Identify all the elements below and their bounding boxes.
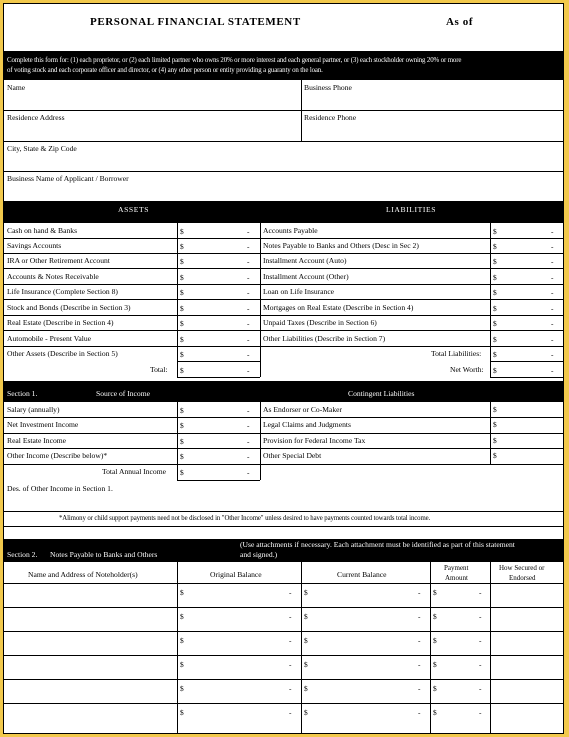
col-how-secured-l2: Endorsed <box>509 574 536 582</box>
income-label-investment: Net Investment Income <box>7 420 79 429</box>
assets-liabilities-band <box>4 201 563 223</box>
asset-label-automobile: Automobile - Present Value <box>7 334 92 343</box>
liability-label-other: Other Liabilities (Describe in Section 7) <box>263 334 386 343</box>
asset-label-savings: Savings Accounts <box>7 241 62 250</box>
assets-heading: ASSETS <box>118 205 150 214</box>
income-label-salary: Salary (annually) <box>7 405 60 414</box>
name-field[interactable]: Name <box>7 83 26 92</box>
contingent-label-endorser: As Endorser or Co-Maker <box>263 405 343 414</box>
net-worth-label: Net Worth: <box>450 365 484 374</box>
liability-label-installment-auto: Installment Account (Auto) <box>263 256 347 265</box>
contingent-label-legal: Legal Claims and Judgments <box>263 420 351 429</box>
liability-label-life-loan: Loan on Life Insurance <box>263 287 335 296</box>
financial-statement-page: PERSONAL FINANCIAL STATEMENT As of Complete this form for: (1) each proprietor, or (2) each limited partner who owns 20% or more interest and each general partner, or (3) each stockholder owning 20% or more of voting stock and each corporate officer and director, or (4) any other person or entity providing a guaranty on the loan. Name Business Phone Residence Address Residence Phone City, State & Zip Code Business Name of Applicant / Borrower ASSETS LIABILITIES Cash on hand & Banks Savings Accounts IRA or Other Retirement Account Accounts & Notes Receivable Life Insurance (Complete Section 8) Stock and Bonds (Describe in Section 3) Real Estate (Describe in Section 4) Automobile - Present Value Other Assets (Describe in Section 5) Total: $ - $ - $ - $ - $ - $ - $ - $ - $ - $ - Accounts Payable Notes Payable to Banks and Others (Desc in Sec 2) Installment Account (Auto) Installment Account (Other) Loan on Life Insurance Mortgages on Real Estate (Describe in Section 4) Unpaid Taxes (Describe in Section 6) Other Liabilities (Describe in Section 7) Total Liabilities: Net Worth: $ - $ - $ - $ - $ - $ - $ - $ - $ - $ - Section 1. Source of Income Contingent Liabilities Salary (annually) Net Investment Income Real Estate Income Other Income (Describe below)* Total Annual Income Des. of Other Income in Section 1. $ - $ - $ - $ - $ - As Endorser or Co-Maker Legal Claims and Judgments Provision for Federal Income Tax Other Special Debt $ $ $ $ *Alimony or child support payments need not be disclosed in "Other Income" unless desired to have payments counted towards total income. Section 2. Notes Payable to Banks and Others (Use attachments if necessary. Each attachment must be identified as part of this statement and signed.) Name and Address of Noteholder(s) Original Balance Current Balance Payment Amount How Secured or Endorsed $ - $ - $ - $ - $ - $ - $ - $ - $ - $ - $ - $ - $ - $ - $ - $ - $ - $ - <box>3 3 564 734</box>
liability-label-unpaid-taxes: Unpaid Taxes (Describe in Section 6) <box>263 318 377 327</box>
asset-label-real-estate: Real Estate (Describe in Section 4) <box>7 318 114 327</box>
total-annual-income-label: Total Annual Income <box>102 467 166 476</box>
liability-label-installment-other: Installment Account (Other) <box>263 272 349 281</box>
asset-label-stocks: Stock and Bonds (Describe in Section 3) <box>7 303 131 312</box>
col-original-balance: Original Balance <box>210 570 262 579</box>
residence-phone-field[interactable]: Residence Phone <box>304 113 357 122</box>
asset-label-life-insurance: Life Insurance (Complete Section 8) <box>7 287 118 296</box>
col-how-secured-l1: How Secured or <box>499 564 545 572</box>
total-liabilities-label: Total Liabilities: <box>431 349 482 358</box>
assets-total-label: Total: <box>150 365 168 374</box>
business-name-field[interactable]: Business Name of Applicant / Borrower <box>7 174 129 183</box>
business-phone-field[interactable]: Business Phone <box>304 83 352 92</box>
as-of-label: As of <box>446 16 474 28</box>
residence-address-field[interactable]: Residence Address <box>7 113 65 122</box>
liability-label-mortgages: Mortgages on Real Estate (Describe in Section 4) <box>263 303 414 312</box>
section2-label: Section 2. <box>7 550 38 559</box>
contingent-label-tax: Provision for Federal Income Tax <box>263 436 366 445</box>
intro-line-2: of voting stock and each corporate officer and director, or (4) any other person or entity providing a guaranty on the loan. <box>7 67 323 74</box>
section2-note-line-1: (Use attachments if necessary. Each attachment must be identified as part of this statement <box>240 540 515 549</box>
section1-band <box>4 381 563 402</box>
intro-band <box>4 51 563 80</box>
intro-line-1: Complete this form for: (1) each proprietor, or (2) each limited partner who owns 20% or more interest and each general partner, or (3) each stockholder owning 20% or more <box>7 57 462 64</box>
section1-heading: Source of Income <box>96 389 150 398</box>
section1-label: Section 1. <box>7 389 38 398</box>
contingent-label-special-debt: Other Special Debt <box>263 451 322 460</box>
asset-label-other: Other Assets (Describe in Section 5) <box>7 349 118 358</box>
section2-band <box>4 539 563 562</box>
section2-heading: Notes Payable to Banks and Others <box>50 550 158 559</box>
income-label-real-estate: Real Estate Income <box>7 436 67 445</box>
alimony-note: *Alimony or child support payments need not be disclosed in "Other Income" unless desired to have payments counted towards total income. <box>59 515 431 522</box>
liability-label-accounts-payable: Accounts Payable <box>263 226 318 235</box>
income-label-other: Other Income (Describe below)* <box>7 451 108 460</box>
city-state-zip-field[interactable]: City, State & Zip Code <box>7 144 77 153</box>
col-current-balance: Current Balance <box>337 570 387 579</box>
liability-label-notes-payable: Notes Payable to Banks and Others (Desc in Sec 2) <box>263 241 419 250</box>
other-income-description-field[interactable]: Des. of Other Income in Section 1. <box>7 484 113 493</box>
asset-label-receivable: Accounts & Notes Receivable <box>7 272 99 281</box>
col-payment-l2: Amount <box>445 574 468 582</box>
liabilities-heading: LIABILITIES <box>386 205 437 214</box>
col-name-address: Name and Address of Noteholder(s) <box>28 570 138 579</box>
col-payment-l1: Payment <box>444 564 469 572</box>
contingent-heading: Contingent Liabilities <box>348 389 415 398</box>
page-title: PERSONAL FINANCIAL STATEMENT <box>90 16 301 28</box>
asset-label-ira: IRA or Other Retirement Account <box>7 256 110 265</box>
section2-note-line-2: and signed.) <box>240 550 278 559</box>
asset-label-cash: Cash on hand & Banks <box>7 226 78 235</box>
